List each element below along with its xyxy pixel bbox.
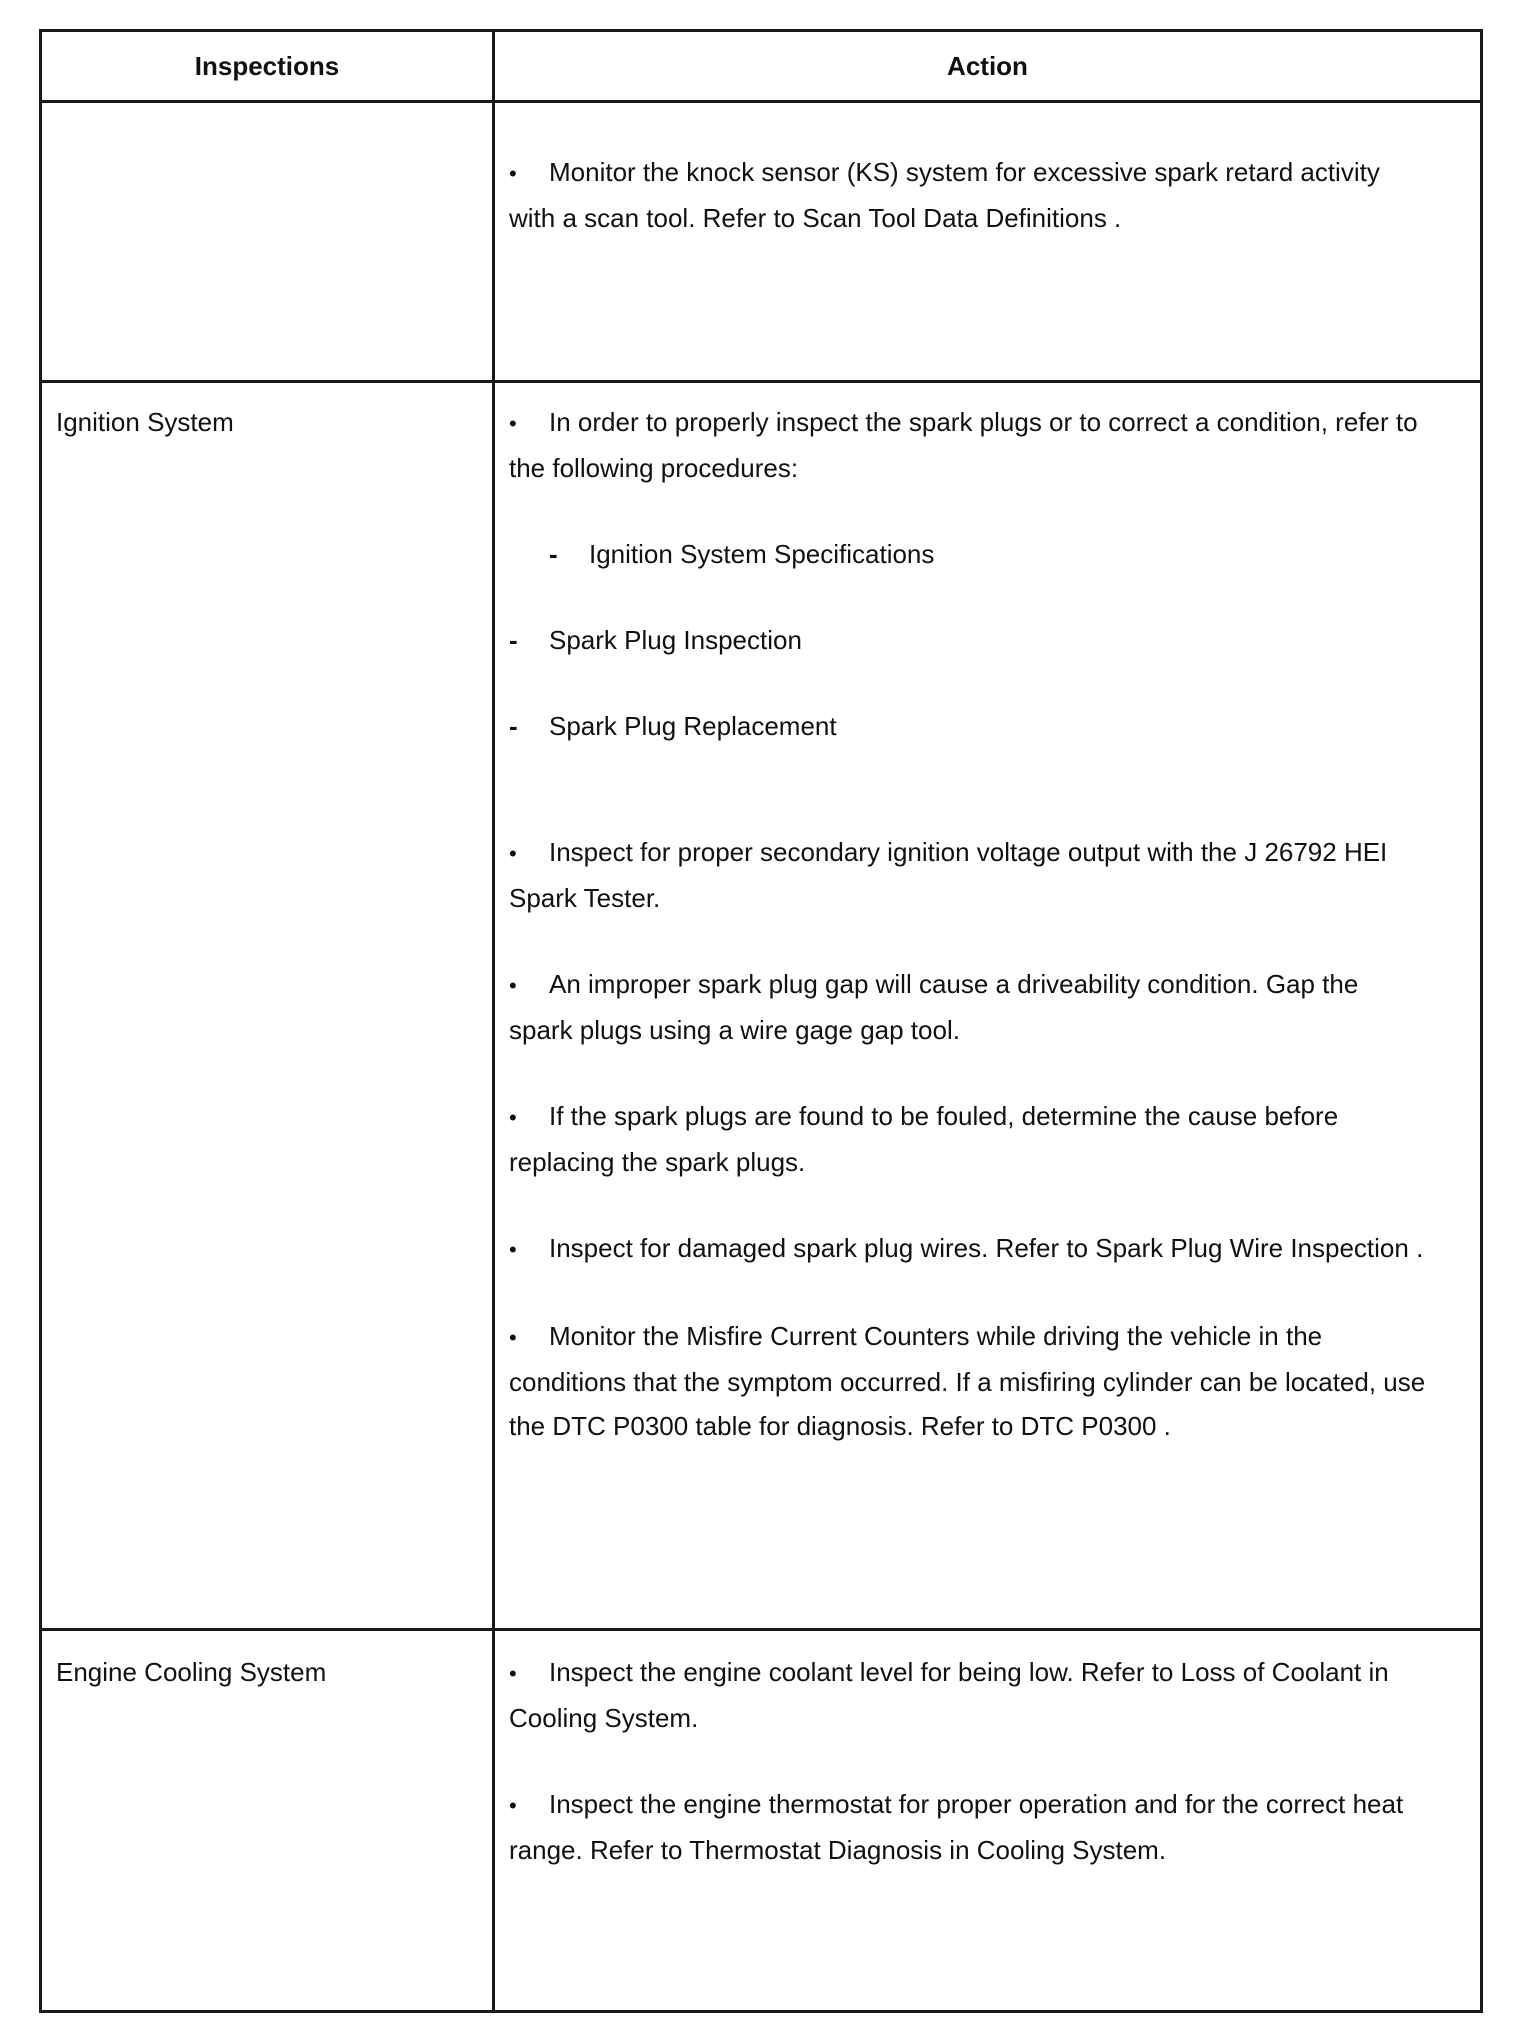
- row-inspection-label: Ignition System: [56, 407, 234, 437]
- action-text: Monitor the knock sensor (KS) system for excessive spark retard activity with a scan tool. Refer to Scan Tool Data Definitions .: [509, 157, 1380, 233]
- column-header-inspections: Inspections: [194, 50, 340, 81]
- inspection-table: [39, 29, 1483, 2013]
- row-divider: [42, 1628, 1480, 1631]
- bullet-marker: •: [509, 1325, 517, 1350]
- row-action-cell: [509, 150, 1429, 240]
- bullet-marker: •: [509, 973, 517, 998]
- action-item: [509, 1782, 1429, 1872]
- procedure-link[interactable]: Ignition System Specifications: [589, 539, 935, 569]
- column-header-action: Action: [947, 50, 1028, 81]
- action-text: An improper spark plug gap will cause a driveability condition. Gap the spark plugs using a wire gage gap tool.: [509, 969, 1359, 1045]
- action-item: [509, 1650, 1429, 1740]
- row-action-cell: [509, 400, 1429, 1448]
- action-text: Inspect the engine thermostat for proper operation and for the correct heat range. Refer to Thermostat Diagnosis in Cooling System.: [509, 1789, 1404, 1865]
- action-text: Inspect for proper secondary ignition voltage output with the J 26792 HEI Spark Tester.: [509, 837, 1388, 913]
- action-item: [509, 1314, 1429, 1448]
- dash-marker: -: [549, 539, 558, 569]
- procedure-item: [509, 618, 1429, 662]
- column-divider: [492, 32, 495, 2010]
- row-divider: [42, 380, 1480, 383]
- action-text: If the spark plugs are found to be fouled, determine the cause before replacing the spark plugs.: [509, 1101, 1339, 1177]
- bullet-marker: •: [509, 841, 517, 866]
- row-action-cell: [509, 1650, 1429, 1872]
- dash-marker: -: [509, 711, 518, 741]
- bullet-marker: •: [509, 1661, 517, 1686]
- action-item: [509, 1094, 1429, 1184]
- action-item: [509, 830, 1429, 920]
- action-text: Inspect for damaged spark plug wires. Refer to Spark Plug Wire Inspection .: [549, 1233, 1424, 1263]
- procedure-link[interactable]: Spark Plug Replacement: [549, 711, 837, 741]
- action-item: [509, 150, 1429, 240]
- action-text: In order to properly inspect the spark plugs or to correct a condition, refer to the following procedures:: [509, 407, 1418, 483]
- bullet-marker: •: [509, 411, 517, 436]
- procedure-item: [509, 704, 1429, 748]
- bullet-marker: •: [509, 1105, 517, 1130]
- bullet-marker: •: [509, 1793, 517, 1818]
- row-inspection-label: Engine Cooling System: [56, 1657, 327, 1687]
- dash-marker: -: [509, 625, 518, 655]
- procedure-item: [509, 532, 1429, 576]
- bullet-marker: •: [509, 1237, 517, 1262]
- action-item: [509, 1226, 1429, 1272]
- action-text: Inspect the engine coolant level for being low. Refer to Loss of Coolant in Cooling System.: [509, 1657, 1389, 1733]
- bullet-marker: •: [509, 161, 517, 186]
- header-divider: [42, 100, 1480, 103]
- procedure-link[interactable]: Spark Plug Inspection: [549, 625, 802, 655]
- action-item: [509, 962, 1429, 1052]
- action-text: Monitor the Misfire Current Counters while driving the vehicle in the conditions that the symptom occurred. If a misfiring cylinder can be located, use the DTC P0300 table for diagnosis. Refer to DTC P0300 .: [509, 1321, 1426, 1441]
- action-item: [509, 400, 1429, 490]
